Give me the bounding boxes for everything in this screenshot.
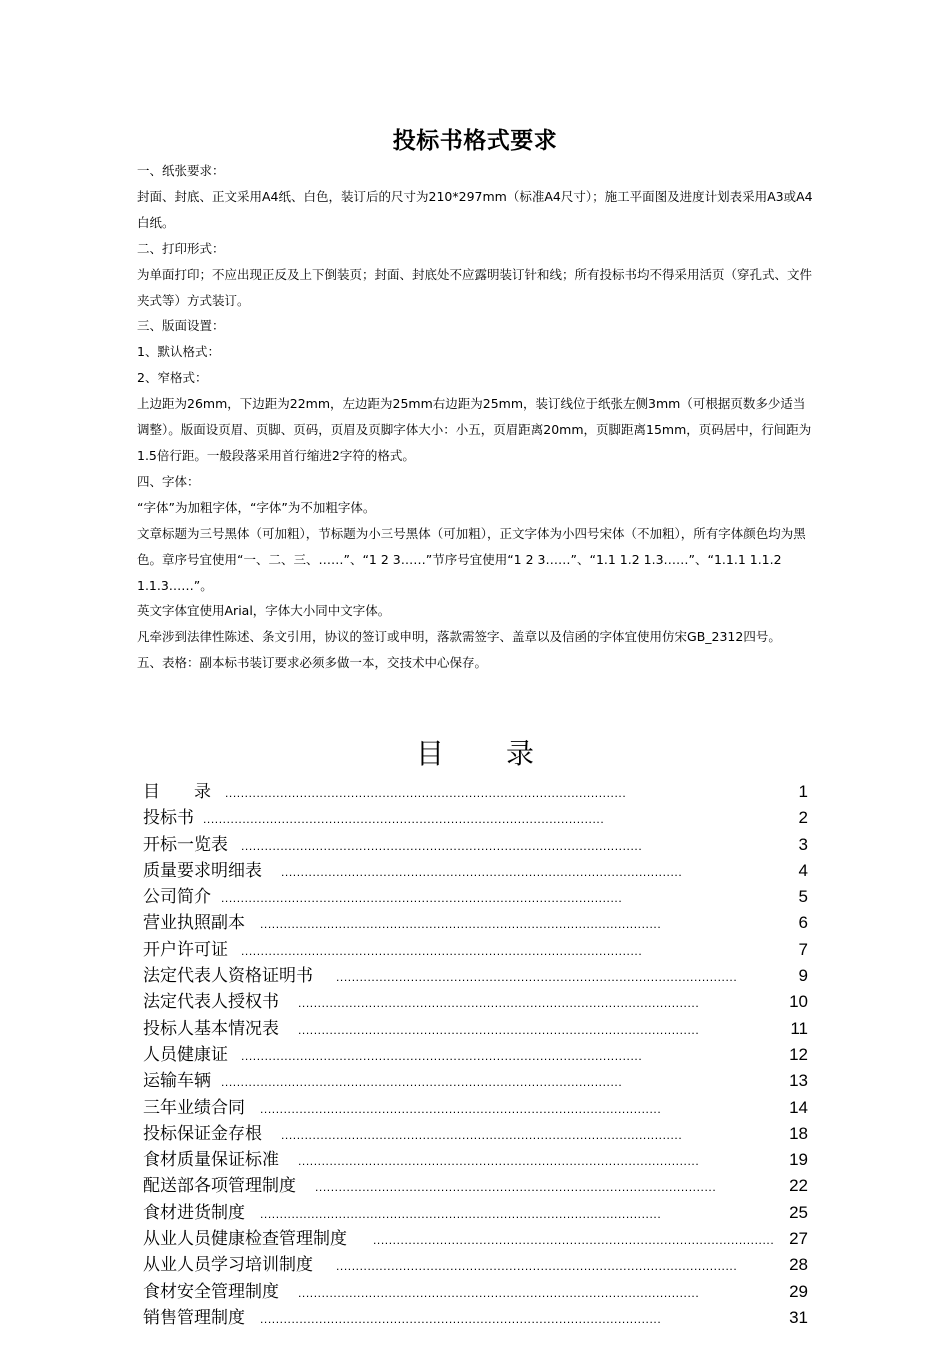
toc-entry-label: 营业执照副本 [143,913,245,933]
subheading-default-format: 1、默认格式： [137,344,220,360]
toc-entry-page-number: 28 [789,1255,808,1275]
toc-dot-leader: ...................................................................................................... [298,1154,700,1169]
toc-entry-page-number: 12 [789,1044,808,1064]
toc-dot-leader: ...................................................................................................... [221,1075,623,1090]
toc-entry-page-number: 7 [798,939,808,959]
section-heading-paper: 一、纸张要求： [137,163,225,178]
toc-entry-label: 投标人基本情况表 [143,1018,279,1038]
toc-entry-page-number: 22 [789,1176,808,1196]
toc-dot-leader: ...................................................................................................... [298,1285,700,1300]
toc-entry-label: 销售管理制度 [143,1307,245,1327]
toc-entry-label: 开户许可证 [143,939,228,959]
toc-entry[interactable] [143,1121,808,1147]
toc-entry-page-number: 25 [789,1202,808,1222]
toc-title-char-2: 录 [506,737,535,770]
toc-entry[interactable] [143,963,808,989]
toc-entry[interactable] [143,1042,808,1068]
toc-dot-leader: ...................................................................................................... [241,1048,643,1063]
section-heading-font: 四、字体： [137,473,200,489]
toc-dot-leader: ...................................................................................................... [298,1022,700,1037]
toc-entry[interactable] [143,1305,808,1331]
table-of-contents [143,779,808,1331]
toc-dot-leader: ...................................................................................................... [225,786,627,800]
toc-entry-label: 食材安全管理制度 [143,1281,279,1301]
toc-entry-label: 质量要求明细表 [143,860,262,880]
toc-entry-label: 从业人员学习培训制度 [143,1255,313,1275]
toc-entry-page-number: 10 [789,992,808,1012]
toc-entry-label: 运输车辆 [143,1071,211,1091]
toc-entry-page-number: 13 [789,1071,808,1091]
toc-entry[interactable] [143,1226,808,1252]
toc-title-char-1: 目 [415,737,444,770]
toc-entry[interactable] [143,1279,808,1305]
toc-entry-page-number: 3 [798,834,808,854]
toc-entry[interactable] [143,1095,808,1121]
toc-dot-leader: ...................................................................................................... [241,943,643,958]
toc-entry-label: 食材进货制度 [143,1202,245,1222]
toc-entry[interactable] [143,937,808,963]
toc-entry[interactable] [143,1147,808,1173]
toc-entry-page-number: 27 [789,1229,808,1249]
toc-entry-label: 法定代表人资格证明书 [143,966,313,986]
toc-entry[interactable] [143,805,808,831]
paragraph-margins: 上边距为26mm，下边距为22mm，左边距为25mm右边距为25mm，装订线位于纸张左侧3mm（可根据页数多少适当调整）。版面设页眉、页脚、页码，页眉及页脚字体大小：小五，页眉距离20mm，页脚距离15mm，页码居中，行间距为1.5倍行距。一般段落采用首行缩进2字符的格式。 [137,396,812,463]
toc-entry[interactable] [143,1016,808,1042]
toc-dot-leader: ...................................................................................................... [260,1206,662,1221]
toc-entry-label: 投标保证金存根 [143,1123,262,1143]
paragraph-legal-font: 凡牵涉到法律性陈述、条文引用，协议的签订或申明，落款需签字、盖章以及信函的字体宜使用仿宋GB_2312四号。 [137,629,781,645]
toc-entry-label: 公司简介 [143,887,211,907]
toc-entry-label: 从业人员健康检查管理制度 [143,1229,347,1249]
document-title: 投标书格式要求 [392,128,558,154]
toc-dot-leader: ...................................................................................................... [260,917,662,932]
toc-entry[interactable] [143,910,808,936]
requirements-body [137,158,817,676]
toc-entry-label: 配送部各项管理制度 [143,1176,296,1196]
toc-dot-leader: ...................................................................................................... [315,1180,717,1195]
toc-entry[interactable] [143,1068,808,1094]
toc-entry-label: 投标书 [143,808,194,828]
paragraph-english-font: 英文字体宜使用Arial，字体大小同中文字体。 [137,603,391,619]
toc-entry[interactable] [143,858,808,884]
toc-entry-label: 目 录 [143,782,211,801]
toc-dot-leader: ...................................................................................................... [203,812,605,827]
toc-entry-page-number: 29 [789,1281,808,1301]
toc-dot-leader: ...................................................................................................... [281,864,683,879]
paragraph-font-bold: “字体”为加粗字体，“字体”为不加粗字体。 [137,499,376,515]
toc-entry-label: 食材质量保证标准 [143,1150,279,1170]
toc-entry-page-number: 31 [789,1307,808,1327]
paragraph-print: 为单面打印；不应出现正反及上下倒装页；封面、封底处不应露明装订针和线；所有投标书均不得采用活页（穿孔式、文件夹式等）方式装订。 [137,266,813,308]
toc-entry-page-number: 19 [789,1150,808,1170]
toc-entry-page-number: 5 [798,887,808,907]
toc-entry-label: 人员健康证 [143,1044,228,1064]
toc-entry-page-number: 1 [798,782,808,801]
section-heading-print: 二、打印形式： [137,240,225,256]
toc-dot-leader: ...................................................................................................... [221,891,623,906]
toc-entry[interactable] [143,779,808,805]
paragraph-paper: 封面、封底、正文采用A4纸、白色，装订后的尺寸为210*297mm（标准A4尺寸）；施工平面图及进度计划表采用A3或A4白纸。 [137,188,813,230]
toc-entry[interactable] [143,832,808,858]
toc-entry[interactable] [143,884,808,910]
toc-entry[interactable] [143,989,808,1015]
toc-entry-page-number: 11 [790,1018,808,1038]
toc-dot-leader: ...................................................................................................... [298,996,700,1011]
toc-entry-page-number: 9 [798,966,808,986]
section-heading-layout: 三、版面设置： [137,318,225,334]
toc-entry-label: 法定代表人授权书 [143,992,279,1012]
toc-dot-leader: ...................................................................................................... [241,838,643,853]
toc-entry[interactable] [143,1173,808,1199]
toc-entry[interactable] [143,1252,808,1278]
toc-dot-leader: ...................................................................................................... [260,1101,662,1116]
toc-dot-leader: ...................................................................................................... [373,1233,775,1248]
paragraph-font-sizes: 文章标题为三号黑体（可加粗），节标题为小三号黑体（可加粗），正文字体为小四号宋体（不加粗），所有字体颜色均为黑色。章序号宜使用“一、二、三、……”、“1 2 3……”节序号宜使用“1 2 3……”、“1.1 1.2 1.3……”、“1.1.1 1.1.2 1.1.3……”。 [137,525,806,593]
toc-dot-leader: ...................................................................................................... [336,970,738,985]
toc-dot-leader: ...................................................................................................... [336,1259,738,1274]
toc-entry[interactable] [143,1200,808,1226]
toc-entry-label: 三年业绩合同 [143,1097,245,1117]
toc-entry-label: 开标一览表 [143,834,228,854]
subheading-narrow-format: 2、窄格式： [137,370,208,386]
toc-dot-leader: ...................................................................................................... [260,1311,662,1326]
toc-title [0,732,950,772]
toc-entry-page-number: 4 [798,860,808,880]
toc-entry-page-number: 14 [789,1097,808,1117]
toc-entry-page-number: 2 [798,808,808,828]
toc-entry-page-number: 18 [789,1123,808,1143]
section-heading-tables: 五、表格：副本标书装订要求必须多做一本，交技术中心保存。 [137,655,488,671]
toc-dot-leader: ...................................................................................................... [281,1127,683,1142]
toc-entry-page-number: 6 [798,913,808,933]
